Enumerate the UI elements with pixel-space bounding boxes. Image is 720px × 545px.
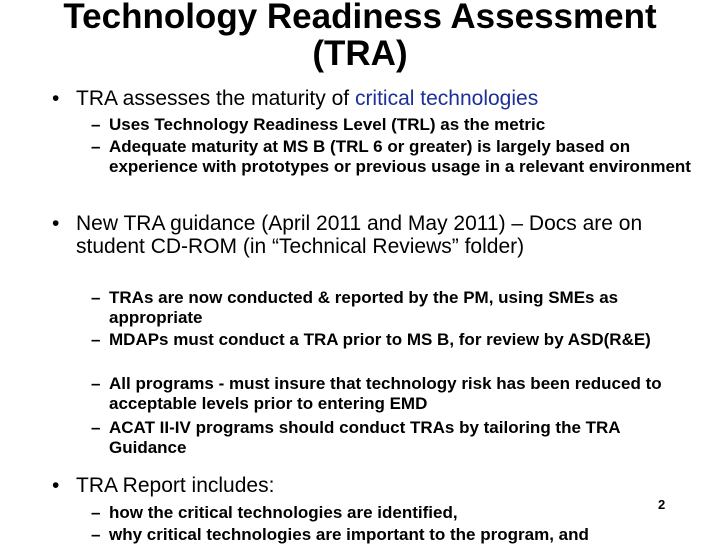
bullet-dot: • — [52, 474, 60, 497]
sub-bullet-adequate-maturity — [91, 137, 691, 177]
bullet-dot: • — [52, 212, 60, 235]
sub-dash: – — [91, 525, 101, 544]
sub-bullet-trl-metric — [91, 115, 691, 135]
bullet-tra-report — [52, 474, 692, 497]
sub-bullet-acat — [91, 418, 691, 458]
sub-dash: – — [91, 330, 101, 349]
sub-text: TRAs are now conducted & reported by the PM, using SMEs as appropriate — [109, 288, 619, 327]
sub-dash: – — [91, 137, 101, 156]
bullet-text: New TRA guidance (April 2011 and May 2011) – Docs are on student CD-ROM (in “Technical Reviews” folder) — [76, 212, 643, 258]
sub-bullet-why-important — [91, 525, 691, 545]
sub-text: All programs - must insure that technology risk has been reduced to acceptable levels prior to entering EMD — [109, 374, 662, 413]
bullet-new-guidance — [52, 212, 692, 258]
sub-bullet-all-programs — [91, 374, 691, 414]
page-number: 2 — [658, 497, 666, 512]
sub-text: Uses Technology Readiness Level (TRL) as the metric — [109, 115, 546, 134]
sub-text: ACAT II-IV programs should conduct TRAs by tailoring the TRA Guidance — [109, 418, 620, 457]
sub-bullet-mdaps — [91, 330, 691, 350]
bullet-maturity — [52, 87, 692, 110]
sub-text: MDAPs must conduct a TRA prior to MS B, for review by ASD(R&E) — [109, 330, 651, 349]
sub-text: why critical technologies are important to the program, and — [109, 525, 589, 544]
sub-bullet-how-identified — [91, 503, 691, 523]
slide-title-line1: Technology Readiness Assessment — [63, 0, 657, 36]
bullet-dot: • — [52, 87, 60, 110]
slide-title-line2: (TRA) — [312, 34, 408, 73]
sub-bullet-pm-conduct — [91, 288, 691, 328]
sub-dash: – — [91, 288, 101, 307]
bullet-text — [76, 87, 692, 110]
sub-dash: – — [91, 115, 101, 134]
slide-title — [0, 0, 720, 72]
sub-dash: – — [91, 503, 101, 522]
sub-text: Adequate maturity at MS B (TRL 6 or greater) is largely based on experience with prototypes or previous usage in a relevant environment — [109, 137, 691, 176]
sub-dash: – — [91, 418, 101, 437]
sub-text: how the critical technologies are identified, — [109, 503, 458, 522]
bullet-text-plain: TRA assesses the maturity of — [76, 87, 355, 110]
sub-dash: – — [91, 374, 101, 393]
bullet-text: TRA Report includes: — [76, 474, 275, 497]
highlight-critical-technologies: critical technologies — [354, 87, 539, 110]
